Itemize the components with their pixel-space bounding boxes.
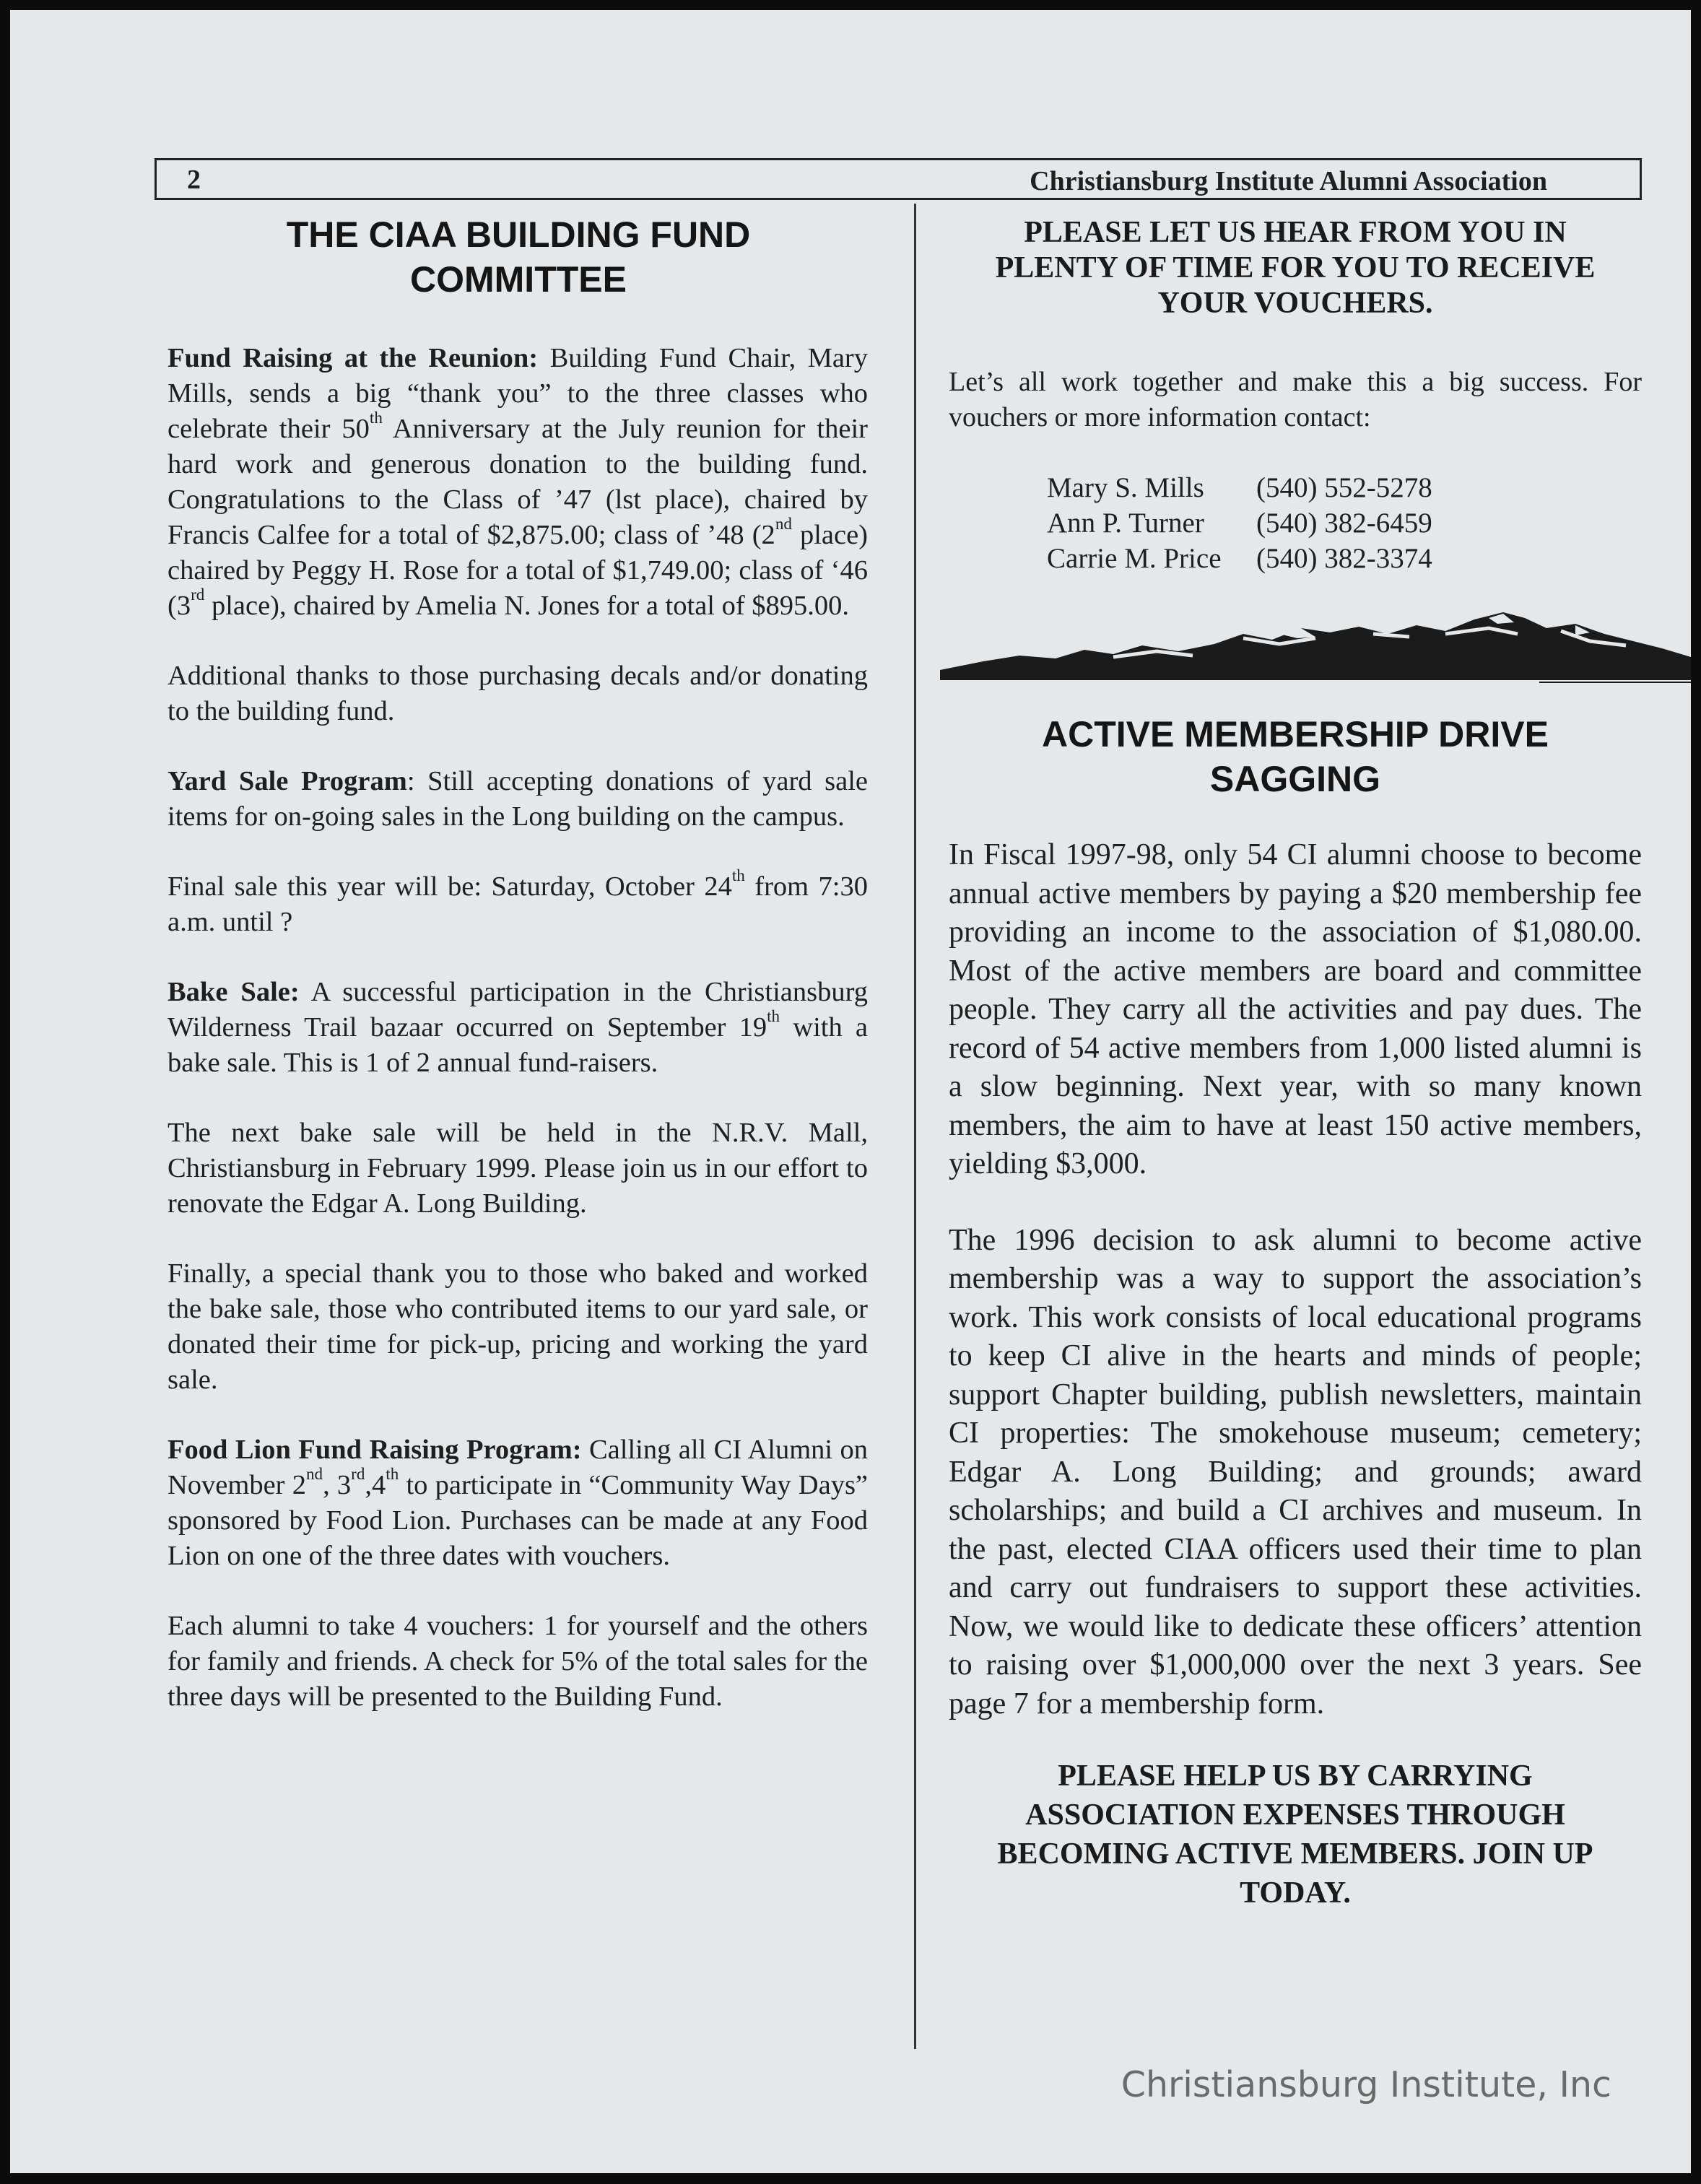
superscript: nd <box>775 514 792 534</box>
next-bake-sale-paragraph: The next bake sale will be held in the N.R.V. Mall, Christiansburg in February 1999. Please join us in our effort to renovate the Edgar A. Long Building. <box>168 1118 868 1219</box>
text-span: from 7:30 a.m. until ? <box>168 871 868 937</box>
final-sale-paragraph <box>168 866 868 940</box>
text-span: : Still accepting donations of yard sale items for on-going sales in the Long building on the campus. <box>168 766 868 832</box>
superscript: th <box>731 866 745 885</box>
membership-title-line2: SAGGING <box>1209 759 1381 799</box>
fund-raising-heading: Fund Raising at the Reunion: <box>168 343 539 373</box>
bake-sale-paragraph <box>168 975 868 1081</box>
contact-name: Carrie M. Price <box>1047 543 1222 574</box>
contact-phone: (540) 382-6459 <box>1256 508 1432 539</box>
food-lion-heading: Food Lion Fund Raising Program: <box>168 1435 582 1465</box>
watermark: Christiansburg Institute, Inc <box>1121 2064 1611 2105</box>
additional-thanks-paragraph: Additional thanks to those purchasing decals and/or donating to the building fund. <box>168 661 868 726</box>
text-span: ,4 <box>365 1470 386 1500</box>
thank-you-paragraph: Finally, a special thank you to those who baked and worked the bake sale, those who contributed items to our yard sale, or donated their time for pick-up, pricing and working the yard sale. <box>168 1258 868 1395</box>
membership-title-line1: ACTIVE MEMBERSHIP DRIVE <box>1042 714 1549 754</box>
appeal-line: ASSOCIATION EXPENSES THROUGH <box>1025 1798 1565 1832</box>
page-header <box>155 158 1642 200</box>
contact-phone: (540) 382-3374 <box>1256 543 1432 574</box>
appeal-line: BECOMING ACTIVE MEMBERS. JOIN UP <box>997 1837 1593 1871</box>
superscript: th <box>369 408 383 427</box>
text-span: Final sale this year will be: Saturday, October 24 <box>168 871 732 902</box>
left-column <box>168 204 868 1715</box>
contact-name: Mary S. Mills <box>1047 472 1204 503</box>
text-span: Building Fund Chair, Mary Mills, sends a big “thank you” to the three classes who celebrate their 50 <box>168 343 868 444</box>
contact-intro: Let’s all work together and make this a big success. For vouchers or more information contact: <box>949 367 1642 432</box>
text-span: with a bake sale. This is 1 of 2 annual fund-raisers. <box>168 1012 868 1078</box>
yard-sale-paragraph <box>168 764 868 835</box>
text-span: to participate in “Community Way Days” sponsored by Food Lion. Purchases can be made at any Food Lion on one of the three dates with vouchers. <box>168 1470 869 1571</box>
superscript: nd <box>305 1464 323 1484</box>
text-span: place) chaired by Peggy H. Rose for a total of $1,749.00; class of ‘46 (3 <box>168 520 868 621</box>
newsletter-page <box>10 10 1691 2173</box>
page-number: 2 <box>187 165 201 195</box>
text-span: Calling all CI Alumni on November 2 <box>168 1435 868 1500</box>
appeal-line: TODAY. <box>1240 1876 1351 1910</box>
bake-sale-heading: Bake Sale: <box>168 977 300 1007</box>
building-fund-title <box>165 204 872 302</box>
notice-line: PLENTY OF TIME FOR YOU TO RECEIVE <box>995 251 1596 284</box>
building-fund-title-line1: THE CIAA BUILDING FUND <box>286 214 751 255</box>
text-span: place), chaired by Amelia N. Jones for a total of $895.00. <box>204 591 850 621</box>
contact-list <box>1047 470 1642 576</box>
superscript: rd <box>351 1464 365 1484</box>
contact-row <box>1047 470 1642 505</box>
fund-raising-paragraph <box>168 341 868 624</box>
text-span: , 3 <box>323 1470 352 1500</box>
notice-line: PLEASE LET US HEAR FROM YOU IN <box>1024 216 1567 249</box>
mountain-divider-illustration <box>940 612 1691 684</box>
vouchers-paragraph: Each alumni to take 4 vouchers: 1 for yourself and the others for family and friends. A check for 5% of the total sales for the three days will be presented to the Building Fund. <box>168 1611 868 1712</box>
membership-paragraph-1: In Fiscal 1997-98, only 54 CI alumni choose to become annual active members by paying a $20 membership fee providing an income to the association of $1,080.00. Most of the active members are board and committee people. They carry all the activities and pay dues. The record of 54 active members from 1,000 listed alumni is a slow beginning. Next year, with so many known members, the aim to have at least 150 active members, yielding $3,000. <box>949 838 1642 1180</box>
organization-name: Christiansburg Institute Alumni Association <box>1030 166 1547 196</box>
superscript: th <box>767 1006 780 1026</box>
food-lion-paragraph <box>168 1432 868 1574</box>
appeal-line: PLEASE HELP US BY CARRYING <box>1058 1759 1533 1793</box>
yard-sale-heading: Yard Sale Program <box>168 766 407 796</box>
voucher-notice <box>949 215 1642 321</box>
membership-drive-title <box>949 712 1642 801</box>
building-fund-title-line2: COMMITTEE <box>410 259 627 300</box>
membership-paragraph-2: The 1996 decision to ask alumni to become active membership was a way to support the association’s work. This work consists of local educational programs to keep CI alive in the hearts and minds of people; support Chapter building, publish newsletters, maintain CI properties: The smokehouse museum; cemetery; Edgar A. Long Building; and grounds; award scholarships; and build a CI archives and museum. In the past, elected CIAA officers used their time to plan and carry out fundraisers to support these activities. Now, we would like to dedicate these officers’ attention to raising over $1,000,000 over the next 3 years. See page 7 for a membership form. <box>949 1223 1642 1720</box>
contact-phone: (540) 552-5278 <box>1256 472 1432 503</box>
text-span: Anniversary at the July reunion for their hard work and generous donation to the building fund. Congratulations to the Class of ’47 (lst place), chaired by Francis Calfee for a total of $2,875.00; class of ’48 (2 <box>168 414 868 550</box>
notice-line: YOUR VOUCHERS. <box>1157 287 1433 320</box>
text-span: A successful participation in the Christiansburg Wilderness Trail bazaar occurred on September 19 <box>168 977 869 1043</box>
contact-name: Ann P. Turner <box>1047 508 1204 539</box>
membership-appeal <box>949 1757 1642 1913</box>
column-divider <box>914 204 916 2049</box>
contact-row <box>1047 541 1642 576</box>
superscript: th <box>386 1464 399 1484</box>
contact-row <box>1047 505 1642 541</box>
superscript: rd <box>191 585 205 604</box>
right-column <box>949 204 1642 1913</box>
